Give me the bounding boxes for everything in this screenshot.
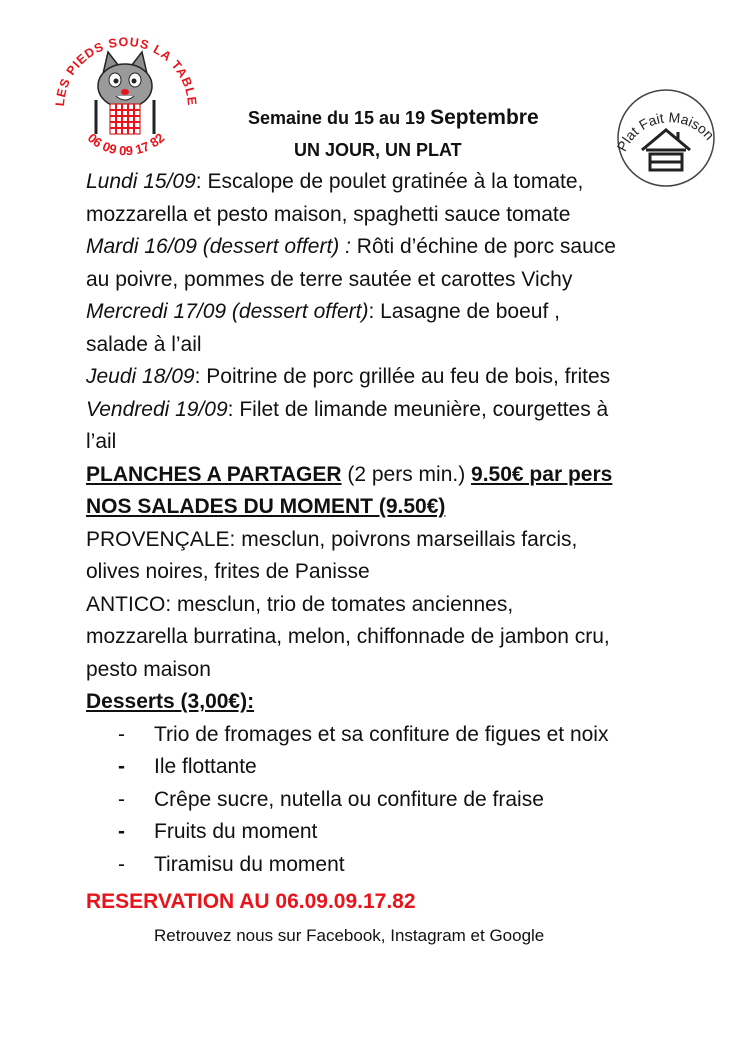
dish-text: Rôti d’échine de porc sauce <box>350 235 616 258</box>
day-label: Vendredi 19/09 <box>86 397 228 421</box>
salade-text: ANTICO: mesclun, trio de tomates anciennes, <box>86 592 514 616</box>
list-item <box>86 816 726 849</box>
dish-text: l’ail <box>86 430 117 453</box>
list-dash: - <box>118 852 125 876</box>
logo-arc-text: LES PIEDS SOUS LA TABLE <box>52 34 200 107</box>
list-item <box>86 719 726 752</box>
planches-line <box>86 459 726 492</box>
dessert-text: Ile flottante <box>154 755 257 778</box>
salade-text: mozzarella burratina, melon, chiffonnade de jambon cru, <box>86 625 610 648</box>
dish-text: : Escalope de poulet gratinée à la tomate, <box>195 170 584 193</box>
menu-day-line <box>86 166 726 199</box>
salade-text: pesto maison <box>86 657 211 681</box>
list-dash: - <box>118 787 125 811</box>
dish-text: salade à l’ail <box>86 332 202 356</box>
dish-text: : Lasagne de boeuf , <box>368 300 560 323</box>
restaurant-logo <box>50 30 200 170</box>
dessert-text: Tiramisu du moment <box>154 852 345 876</box>
list-item <box>86 751 726 784</box>
salade-text: PROVENÇALE: mesclun, poivrons marseillais farcis, <box>86 527 578 551</box>
planches-price: 9.50€ par pers <box>471 462 613 486</box>
planches-note: (2 pers min.) <box>341 462 472 486</box>
dessert-text: Fruits du moment <box>154 820 318 843</box>
list-item <box>86 849 726 882</box>
badge-text: Plat Fait Maison <box>613 108 718 154</box>
reservation-text: RESERVATION AU 06.09.09.17.82 <box>86 890 416 913</box>
list-dash: - <box>118 722 125 746</box>
menu-day-line <box>86 231 726 264</box>
list-dash: - <box>118 755 125 778</box>
planches-label: PLANCHES A PARTAGER <box>86 462 342 486</box>
day-label: Mardi 16/09 (dessert offert) : <box>86 235 351 258</box>
dish-text: mozzarella et pesto maison, spaghetti sauce tomate <box>86 202 571 226</box>
salade-text: olives noires, frites de Panisse <box>86 560 370 583</box>
dessert-text: Crêpe sucre, nutella ou confiture de fraise <box>154 787 544 811</box>
page-title <box>248 106 539 130</box>
salades-heading: NOS SALADES DU MOMENT (9.50€) <box>86 495 446 518</box>
list-item <box>86 784 726 817</box>
menu-day-line <box>86 394 726 427</box>
menu-body <box>86 166 726 881</box>
desserts-heading: Desserts (3,00€): <box>86 690 255 713</box>
page-subtitle: UN JOUR, UN PLAT <box>294 140 462 160</box>
cat-chef-mascot-icon <box>50 30 200 170</box>
dessert-text: Trio de fromages et sa confiture de figues et noix <box>154 722 609 746</box>
dish-text: au poivre, pommes de terre sautée et carottes Vichy <box>86 267 573 291</box>
menu-day-line <box>86 296 726 329</box>
desserts-list <box>86 719 726 882</box>
day-label: Mercredi 17/09 (dessert offert) <box>86 300 369 323</box>
title-prefix: Semaine du 15 au 19 <box>248 108 426 128</box>
list-dash: - <box>118 820 125 843</box>
dish-text: : Poitrine de porc grillée au feu de bois, frites <box>194 365 611 388</box>
title-month: Septembre <box>430 106 539 129</box>
menu-day-line <box>86 361 726 394</box>
footer-text: Retrouvez nous sur Facebook, Instagram et Google <box>154 926 545 945</box>
day-label: Lundi 15/09 <box>86 170 196 193</box>
dish-text: : Filet de limande meunière, courgettes à <box>227 397 609 421</box>
logo-phone-text: 06 09 09 17 82 <box>84 130 168 159</box>
day-label: Jeudi 18/09 <box>86 365 195 388</box>
